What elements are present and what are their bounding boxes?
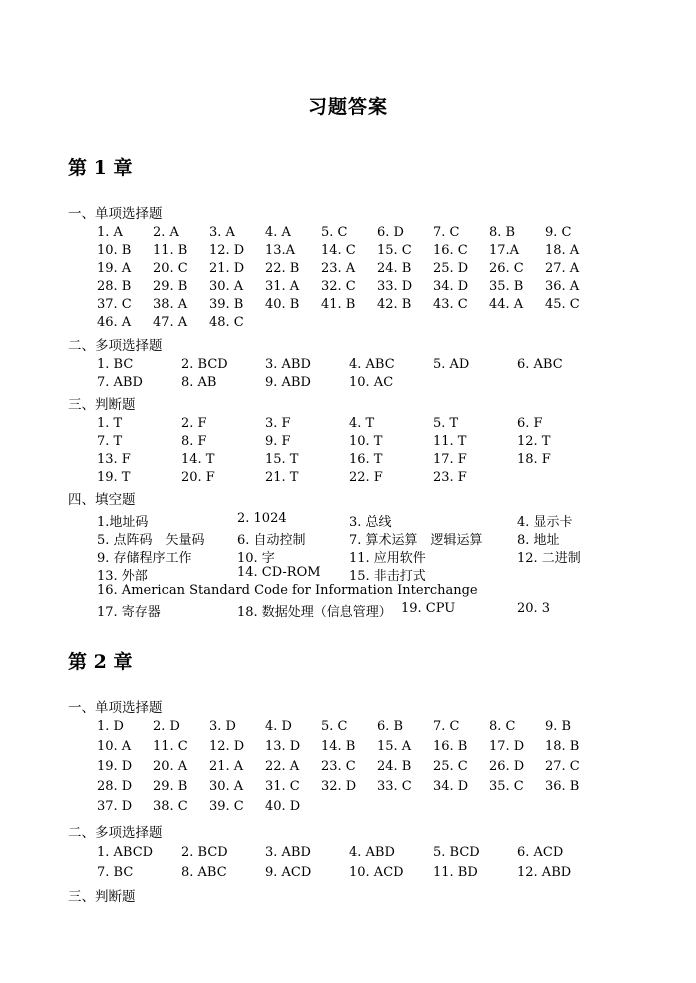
- answer-item: 1.地址码: [97, 515, 149, 530]
- answer-item: 12. ABD: [517, 865, 572, 880]
- answer-item: 13. F: [97, 452, 131, 467]
- answer-item: 20. F: [181, 470, 215, 485]
- answer-item: 8. ABC: [181, 865, 227, 880]
- answer-item: 40. D: [265, 799, 301, 814]
- answer-item: 21. T: [265, 470, 299, 485]
- answer-item: 16. C: [433, 243, 468, 258]
- answer-item: 32. D: [321, 779, 357, 794]
- answer-item: 3. 总线: [349, 515, 392, 530]
- answer-item: 7. C: [433, 225, 460, 240]
- answer-item: 15. 非击打式: [349, 569, 426, 584]
- answer-item: 5. C: [321, 719, 348, 734]
- answer-item: 37. D: [97, 799, 133, 814]
- answer-item: 15. A: [377, 739, 412, 754]
- answer-item: 10. 字: [237, 551, 275, 566]
- answer-item: 2. BCD: [181, 845, 228, 860]
- answer-item: 36. B: [545, 779, 580, 794]
- answer-item: 25. D: [433, 261, 469, 276]
- answer-item: 44. A: [489, 297, 524, 312]
- answer-item: 13. D: [265, 739, 301, 754]
- answer-item: 33. D: [377, 279, 413, 294]
- answer-item: 6. ACD: [517, 845, 564, 860]
- answer-item: 41. B: [321, 297, 356, 312]
- answer-item: 27. C: [545, 759, 580, 774]
- answer-item: 6. D: [377, 225, 404, 240]
- answer-item: 4. D: [265, 719, 292, 734]
- answer-item: 1. D: [97, 719, 124, 734]
- answer-item: 2. D: [153, 719, 180, 734]
- answer-item: 1. T: [97, 416, 123, 431]
- answer-item: 6. ABC: [517, 357, 563, 372]
- answer-item: 10. AC: [349, 375, 394, 390]
- answer-item: 22. A: [265, 759, 300, 774]
- answer-item: 19. CPU: [401, 601, 456, 616]
- answer-item: 24. B: [377, 759, 412, 774]
- answer-item: 7. T: [97, 434, 123, 449]
- answer-item: 9. ABD: [265, 375, 311, 390]
- answer-item: 3. A: [209, 225, 235, 240]
- answer-item: 22. B: [265, 261, 300, 276]
- answer-item: 34. D: [433, 279, 469, 294]
- answer-item: 9. B: [545, 719, 572, 734]
- answer-item: 22. F: [349, 470, 383, 485]
- answer-item: 10. A: [97, 739, 132, 754]
- answer-item: 3. D: [209, 719, 236, 734]
- answer-item: 10. ACD: [349, 865, 404, 880]
- ch2-single-choice-label: 一、单项选择题: [68, 700, 163, 716]
- answer-item: 9. 存储程序工作: [97, 551, 192, 566]
- ch2-multi-choice-label: 二、多项选择题: [68, 825, 163, 841]
- answer-item: 2. 1024: [237, 511, 287, 526]
- answer-item: 15. C: [377, 243, 412, 258]
- answer-item: 7. C: [433, 719, 460, 734]
- answer-item: 24. B: [377, 261, 412, 276]
- answer-item: 12. T: [517, 434, 551, 449]
- answer-item: 1. BC: [97, 357, 134, 372]
- answer-item: 39. C: [209, 799, 244, 814]
- answer-item: 4. ABC: [349, 357, 395, 372]
- answer-item: 8. 地址: [517, 533, 560, 548]
- answer-item: 23. A: [321, 261, 356, 276]
- answer-item: 2. F: [181, 416, 207, 431]
- answer-item: 17.A: [489, 243, 520, 258]
- answer-item: 8. B: [489, 225, 516, 240]
- answer-item: 32. C: [321, 279, 356, 294]
- answer-item: 37. C: [97, 297, 132, 312]
- answer-item: 4. 显示卡: [517, 515, 573, 530]
- answer-item: 12. D: [209, 243, 245, 258]
- answer-item: 4. A: [265, 225, 291, 240]
- answer-item: 18. F: [517, 452, 551, 467]
- answer-item: 13.A: [265, 243, 296, 258]
- answer-item: 33. C: [377, 779, 412, 794]
- answer-item: 2. BCD: [181, 357, 228, 372]
- ch1-single-choice-label: 一、单项选择题: [68, 206, 163, 222]
- answer-item: 14. C: [321, 243, 356, 258]
- answer-item: 19. T: [97, 470, 131, 485]
- chapter-1-heading: 第 1 章: [68, 157, 133, 179]
- answer-item: 6. B: [377, 719, 404, 734]
- answer-item: 35. B: [489, 279, 524, 294]
- answer-item: 20. A: [153, 759, 188, 774]
- answer-item: 9. F: [265, 434, 291, 449]
- answer-item: 26. D: [489, 759, 525, 774]
- answer-item: 1. A: [97, 225, 123, 240]
- answer-item: 39. B: [209, 297, 244, 312]
- answer-item: 16. T: [349, 452, 383, 467]
- answer-item: 10. T: [349, 434, 383, 449]
- answer-item: 10. B: [97, 243, 132, 258]
- answer-item: 8. F: [181, 434, 207, 449]
- answer-item: 28. B: [97, 279, 132, 294]
- answer-item: 38. C: [153, 799, 188, 814]
- answer-item: 29. B: [153, 279, 188, 294]
- answer-item: 17. 寄存器: [97, 605, 161, 620]
- answer-item: 6. F: [517, 416, 543, 431]
- answer-item: 29. B: [153, 779, 188, 794]
- answer-item: 2. A: [153, 225, 179, 240]
- answer-item: 30. A: [209, 279, 244, 294]
- answer-item: 11. B: [153, 243, 188, 258]
- answer-item: 36. A: [545, 279, 580, 294]
- answer-item: 28. D: [97, 779, 133, 794]
- answer-item: 17. F: [433, 452, 467, 467]
- answer-item: 7. BC: [97, 865, 134, 880]
- answer-item: 5. 点阵码 矢量码: [97, 533, 205, 548]
- answer-item: 18. B: [545, 739, 580, 754]
- answer-item: 31. A: [265, 279, 300, 294]
- answer-item: 3. ABD: [265, 845, 311, 860]
- answer-item: 14. T: [181, 452, 215, 467]
- answer-item: 7. ABD: [97, 375, 143, 390]
- answer-item: 31. C: [265, 779, 300, 794]
- answer-item: 9. ACD: [265, 865, 312, 880]
- page-title: 习题答案: [307, 96, 388, 118]
- answer-item: 11. C: [153, 739, 188, 754]
- answer-item: 14. CD-ROM: [237, 565, 321, 580]
- answer-item: 12. 二进制: [517, 551, 581, 566]
- answer-item: 26. C: [489, 261, 524, 276]
- ch1-fill-blank-label: 四、填空题: [68, 492, 136, 508]
- answer-item: 4. T: [349, 416, 375, 431]
- answer-item: 11. T: [433, 434, 467, 449]
- answer-item: 19. D: [97, 759, 133, 774]
- answer-item: 16. B: [433, 739, 468, 754]
- answer-item: 25. C: [433, 759, 468, 774]
- answer-item: 40. B: [265, 297, 300, 312]
- answer-item: 14. B: [321, 739, 356, 754]
- answer-item: 1. ABCD: [97, 845, 154, 860]
- answer-item: 13. 外部: [97, 569, 148, 584]
- answer-item: 18. 数据处理（信息管理）: [237, 605, 392, 620]
- answer-item: 8. AB: [181, 375, 217, 390]
- answer-item: 18. A: [545, 243, 580, 258]
- answer-item: 34. D: [433, 779, 469, 794]
- answer-item: 43. C: [433, 297, 468, 312]
- answer-item: 20. 3: [517, 601, 551, 616]
- answer-item: 5. C: [321, 225, 348, 240]
- answer-item: 42. B: [377, 297, 412, 312]
- answer-item: 20. C: [153, 261, 188, 276]
- answer-item: 5. BCD: [433, 845, 480, 860]
- answer-item: 21. D: [209, 261, 245, 276]
- answer-item: 11. 应用软件: [349, 551, 426, 566]
- answer-item: 47. A: [153, 315, 188, 330]
- answer-item: 6. 自动控制: [237, 533, 306, 548]
- answer-item: 12. D: [209, 739, 245, 754]
- chapter-2-heading: 第 2 章: [68, 651, 133, 673]
- answer-item: 3. ABD: [265, 357, 311, 372]
- answer-item: 11. BD: [433, 865, 478, 880]
- answer-item: 35. C: [489, 779, 524, 794]
- answer-item: 15. T: [265, 452, 299, 467]
- answer-item: 19. A: [97, 261, 132, 276]
- answer-item: 48. C: [209, 315, 244, 330]
- ch1-fill-blank-item-16: 16. American Standard Code for Information Interchange: [97, 583, 478, 598]
- answer-item: 5. T: [433, 416, 459, 431]
- answer-item: 27. A: [545, 261, 580, 276]
- answer-item: 38. A: [153, 297, 188, 312]
- answer-item: 4. ABD: [349, 845, 395, 860]
- answer-item: 21. A: [209, 759, 244, 774]
- answer-item: 45. C: [545, 297, 580, 312]
- answer-item: 23. C: [321, 759, 356, 774]
- answer-item: 9. C: [545, 225, 572, 240]
- ch1-multi-choice-label: 二、多项选择题: [68, 338, 163, 354]
- ch2-true-false-label: 三、判断题: [68, 889, 136, 905]
- answer-item: 23. F: [433, 470, 467, 485]
- answer-item: 8. C: [489, 719, 516, 734]
- answer-item: 3. F: [265, 416, 291, 431]
- answer-item: 17. D: [489, 739, 525, 754]
- answer-item: 5. AD: [433, 357, 470, 372]
- answer-item: 7. 算术运算 逻辑运算: [349, 533, 483, 548]
- answer-item: 30. A: [209, 779, 244, 794]
- answer-item: 46. A: [97, 315, 132, 330]
- ch1-true-false-label: 三、判断题: [68, 397, 136, 413]
